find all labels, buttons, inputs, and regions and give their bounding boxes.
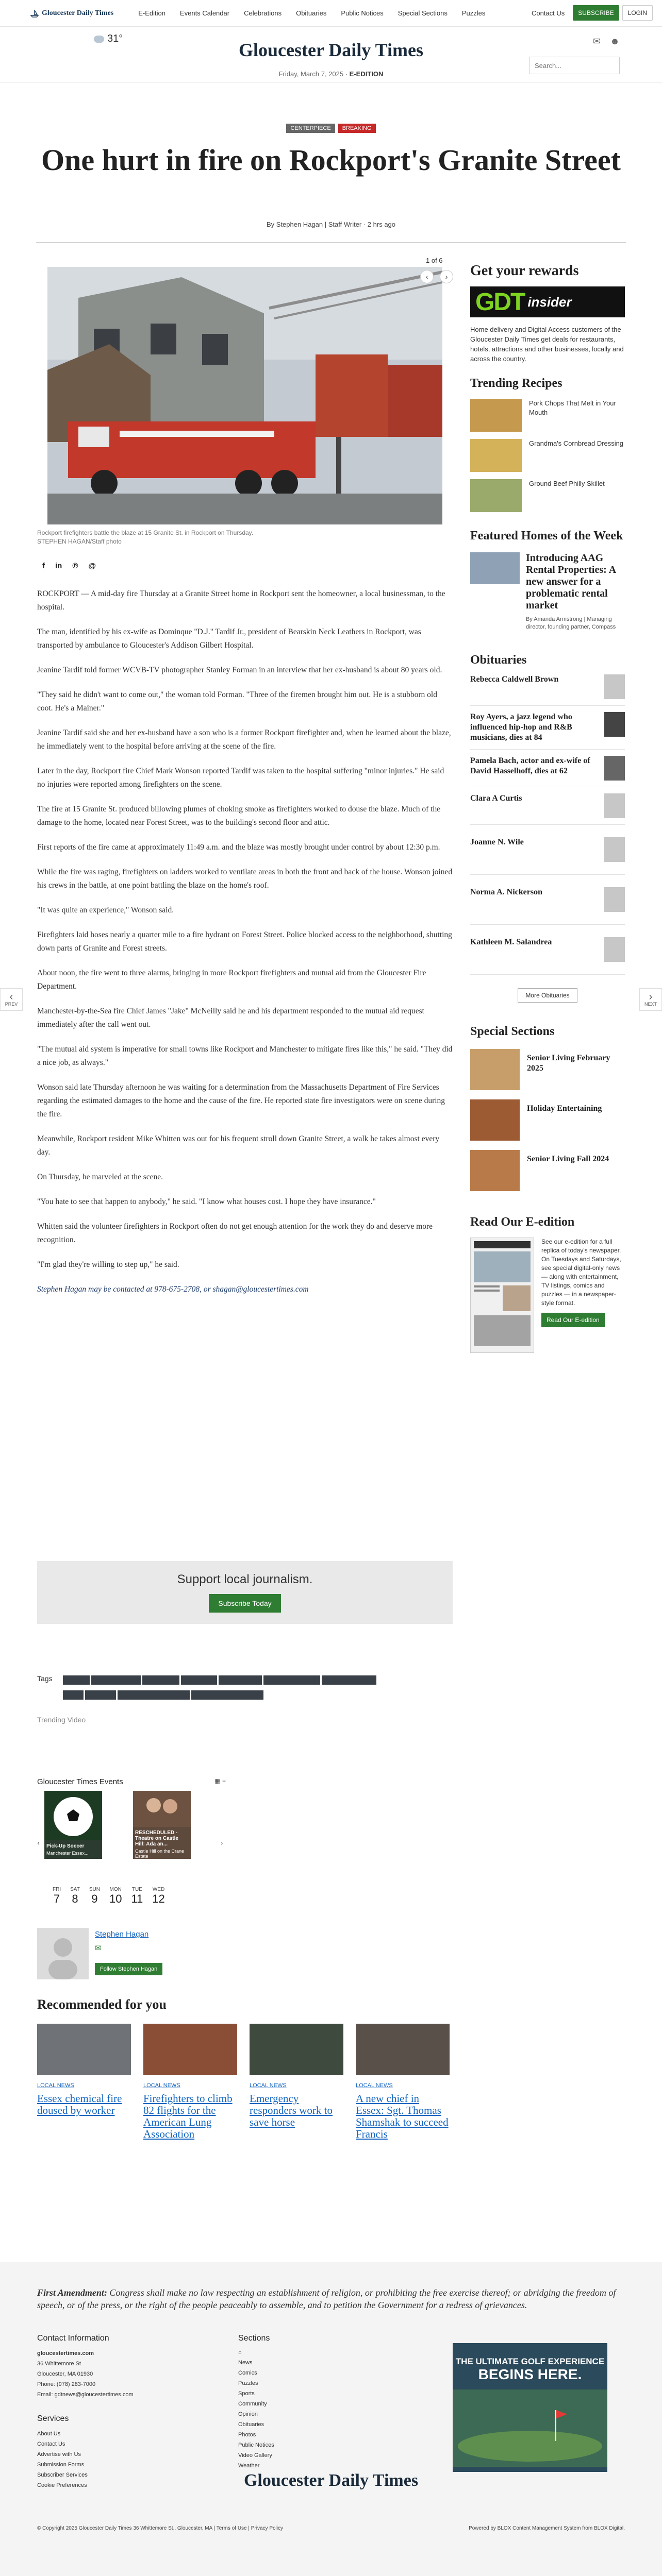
article-paragraph: Jeanine Tardif told former WCVB-TV photographer Stanley Forman in an interview that her ex-husband is about 80 years old. xyxy=(37,666,442,674)
search-input[interactable] xyxy=(529,57,620,74)
homes-image[interactable] xyxy=(470,552,520,584)
event-card-venue: Castle Hill on the Crane Estate xyxy=(135,1849,185,1859)
gallery-next-button[interactable]: › xyxy=(440,270,453,283)
obituary-photo[interactable] xyxy=(604,793,625,818)
event-card[interactable] xyxy=(44,1791,102,1859)
footer-section-link[interactable]: Public Notices xyxy=(238,2442,274,2448)
add-event-icon[interactable]: + xyxy=(222,1777,226,1785)
email-icon[interactable]: ✉ xyxy=(592,36,601,46)
nav-link-celebrations[interactable]: Celebrations xyxy=(244,9,282,17)
footer-section-link[interactable]: News xyxy=(238,2360,253,2366)
tag[interactable] xyxy=(63,1675,90,1685)
obituary-item[interactable] xyxy=(470,875,625,925)
recommended-image[interactable] xyxy=(143,2024,237,2075)
article-title: One hurt in fire on Rockport's Granite Street xyxy=(41,143,621,177)
nav-link-e-edition[interactable]: E-Edition xyxy=(138,9,166,17)
obituary-item[interactable] xyxy=(470,825,625,875)
tag[interactable] xyxy=(219,1675,262,1685)
tag[interactable] xyxy=(85,1690,116,1700)
article-photo[interactable] xyxy=(47,267,442,524)
newspaper-cover-icon xyxy=(471,1238,534,1352)
obituary-item[interactable] xyxy=(470,750,625,787)
recommended-card[interactable] xyxy=(250,2024,343,2140)
footer-service-link[interactable]: Contact Us xyxy=(37,2441,65,2447)
gallery-arrows xyxy=(420,270,453,283)
day-number: 8 xyxy=(72,1892,78,1905)
eedition-promo xyxy=(470,1238,625,1353)
recipe-item[interactable] xyxy=(470,479,625,512)
day-number: 7 xyxy=(53,1892,60,1905)
recipe-item[interactable] xyxy=(470,399,625,432)
event-card-venue: Manchester Essex... xyxy=(46,1851,89,1856)
tag[interactable] xyxy=(91,1675,141,1685)
article-paragraph: About noon, the fire went to three alarms, bringing in more Rockport firefighters and mutual aid from the Gloucester Fire Department. xyxy=(37,969,426,991)
day-name: MON xyxy=(109,1887,122,1892)
footer-email[interactable]: Email: gdtnews@gloucestertimes.com xyxy=(37,2392,134,2398)
homes-byline: By Amanda Armstrong | Managing director, founding partner, Compass xyxy=(526,616,616,630)
author-name-link[interactable]: Stephen Hagan xyxy=(95,1930,149,1939)
recommended-section[interactable]: LOCAL NEWS xyxy=(143,2082,180,2089)
caption-text: Rockport firefighters battle the blaze at 15 Granite St. in Rockport on Thursday. xyxy=(37,529,254,536)
events-day-strip xyxy=(53,1887,165,1906)
footer-section-link[interactable]: Obituaries xyxy=(238,2421,264,2428)
first-amendment xyxy=(37,2286,625,2311)
insider-logo-gdt: GDT xyxy=(475,288,525,316)
obituaries-title: Obituaries xyxy=(470,653,527,667)
special-section-title[interactable]: Senior Living Fall 2024 xyxy=(527,1155,609,1163)
obituary-photo[interactable] xyxy=(604,712,625,737)
nav-link-special-sections[interactable]: Special Sections xyxy=(398,9,448,17)
tags-section xyxy=(37,1674,453,1705)
day-name: SAT xyxy=(70,1887,80,1892)
eedition-text: See our e-edition for a full replica of today's newspaper. On Tuesdays and Saturdays, see special digital-only news — along with entertainment, TV listings, comics and puzzles — in a newspaper-style format. xyxy=(541,1238,621,1307)
email-share-icon[interactable]: @ xyxy=(88,562,96,570)
footer-section-link[interactable]: Puzzles xyxy=(238,2380,258,2386)
footer-section-link[interactable]: Weather xyxy=(238,2463,260,2469)
events-next-icon[interactable]: › xyxy=(221,1839,223,1847)
footer xyxy=(0,2262,662,2576)
nav-right xyxy=(526,5,653,21)
support-box xyxy=(37,1561,453,1624)
footer-section-link[interactable]: Sports xyxy=(238,2391,255,2397)
linkedin-icon[interactable]: in xyxy=(55,562,62,570)
special-section-image[interactable] xyxy=(470,1150,520,1191)
tag[interactable] xyxy=(191,1690,263,1700)
obituary-name[interactable]: Pamela Bach, actor and ex-wife of David Hasselhoff, dies at 62 xyxy=(470,756,590,775)
recommended-image[interactable] xyxy=(37,2024,131,2075)
day-name: FRI xyxy=(53,1887,61,1892)
day-name: WED xyxy=(152,1887,165,1892)
obituary-name[interactable]: Norma A. Nickerson xyxy=(470,888,542,896)
recommended-section[interactable]: LOCAL NEWS xyxy=(250,2082,287,2089)
recipe-image[interactable] xyxy=(470,439,522,472)
gallery-counter: 1 of 6 xyxy=(426,257,443,264)
events-widget xyxy=(37,1777,228,1917)
author-avatar xyxy=(37,1928,89,1979)
footer-contact-lines xyxy=(37,2348,166,2400)
next-article-button[interactable] xyxy=(639,988,662,1011)
nav-link-obituaries[interactable]: Obituaries xyxy=(296,9,327,17)
event-day[interactable] xyxy=(152,1887,164,1906)
tag-list xyxy=(63,1675,453,1705)
avatar-placeholder-icon xyxy=(37,1928,89,1979)
site-header xyxy=(0,27,662,82)
article-paragraph: "The mutual aid system is imperative for small towns like Rockport and Manchester to mitigate fires like this," he said. "They did a nice job, as always." xyxy=(37,1045,453,1067)
event-card-title: RESCHEDULED - Theatre on Castle Hill: Ada an... xyxy=(135,1830,178,1847)
login-button[interactable]: LOGIN xyxy=(622,5,653,21)
article-paragraph: "They said he didn't want to come out," the woman told Forman. "Three of the firemen brought him out. He is a stubborn old coot. He's a Mainer." xyxy=(37,690,437,713)
article-paragraph: Firefighters laid hoses nearly a quarter mile to a fire hydrant on Forest Street. Police blocked access to the neighborhood, shutting down parts of Granite and Forest streets. xyxy=(37,930,452,953)
article-paragraph: Whitten said the volunteer firefighters in Rockport often do not get enough attention for the work they do and deserve more recognition. xyxy=(37,1222,433,1244)
special-section-item[interactable] xyxy=(470,1150,625,1191)
obituary-name[interactable]: Roy Ayers, a jazz legend who influenced hip-hop and R&B musicians, dies at 84 xyxy=(470,713,572,742)
author-contact-line[interactable]: Stephen Hagan may be contacted at 978-675-2708, or shagan@gloucestertimes.com xyxy=(37,1285,309,1294)
ad-subheadline: BEGINS HERE. xyxy=(478,2366,582,2382)
recipes-title: Trending Recipes xyxy=(470,377,562,390)
recommended-headline[interactable]: A new chief in Essex: Sgt. Thomas Shamshak to succeed Francis xyxy=(356,2092,449,2140)
footer-city: Gloucester, MA 01930 xyxy=(37,2371,93,2377)
footer-section-link[interactable]: Photos xyxy=(238,2432,256,2438)
photo-caption xyxy=(37,529,439,546)
copyright: © Copyright 2025 Gloucester Daily Times 36 Whittemore St., Gloucester, MA | Terms of Use | Privacy Policy xyxy=(37,2526,283,2531)
special-section-image[interactable] xyxy=(470,1049,520,1090)
footer-service-link[interactable]: Advertise with Us xyxy=(37,2451,81,2458)
top-nav xyxy=(0,0,662,27)
obituary-item[interactable] xyxy=(470,925,625,975)
prev-article-button[interactable] xyxy=(0,988,23,1011)
event-day[interactable] xyxy=(53,1887,61,1906)
soccer-ball-image xyxy=(44,1791,102,1840)
obituary-photo[interactable] xyxy=(604,887,625,912)
article-paragraph: "I'm glad they're willing to step up," he said. xyxy=(37,1260,179,1269)
event-card[interactable] xyxy=(133,1791,191,1859)
footer-contact xyxy=(37,2334,166,2400)
footer-service-link[interactable]: About Us xyxy=(37,2431,61,2437)
homes-title: Featured Homes of the Week xyxy=(470,529,623,543)
article-paragraph: Meanwhile, Rockport resident Mike Whitten was out for his frequent stroll down Granite Street, a walk he takes almost every day. xyxy=(37,1134,440,1157)
nav-link-public-notices[interactable]: Public Notices xyxy=(341,9,384,17)
read-eedition-button[interactable]: Read Our E-edition xyxy=(541,1313,605,1327)
recipe-title[interactable]: Ground Beef Philly Skillet xyxy=(529,480,605,487)
divider xyxy=(36,242,626,243)
event-card-title: Pick-Up Soccer xyxy=(46,1843,85,1849)
fire-scene-image xyxy=(47,267,442,524)
badge-centerpiece[interactable]: CENTERPIECE xyxy=(286,124,335,133)
footer-ad-golf[interactable] xyxy=(453,2343,607,2472)
e-edition-link[interactable]: E-EDITION xyxy=(349,70,384,78)
home-icon[interactable]: ⌂ xyxy=(238,2349,242,2355)
header-icons xyxy=(593,36,620,47)
event-day[interactable] xyxy=(89,1887,100,1906)
insider-logo-word: insider xyxy=(527,294,572,310)
obituary-name[interactable]: Clara A Curtis xyxy=(470,794,522,803)
author-card xyxy=(37,1928,453,1986)
nav-link-puzzles[interactable]: Puzzles xyxy=(461,9,486,17)
recommended-section[interactable]: LOCAL NEWS xyxy=(37,2082,74,2089)
article-paragraph: Jeanine Tardif said she and her ex-husband have a son who is a former Rockport firefighter and, when he learned about the blaze, he immediately went to the hospital before arriving at the scene of the fire. xyxy=(37,728,451,751)
special-section-item[interactable] xyxy=(470,1099,625,1141)
footer-services-title: Services xyxy=(37,2414,69,2423)
tag[interactable] xyxy=(322,1675,376,1685)
day-number: 10 xyxy=(109,1892,122,1905)
temperature: 31° xyxy=(107,33,123,44)
eedition-cover-image[interactable] xyxy=(470,1238,534,1353)
gallery-prev-button[interactable]: ‹ xyxy=(420,270,434,283)
article-paragraph: Wonson said late Thursday afternoon he was waiting for a determination from the Massachusetts Department of Fire Services regarding the estimated damages to the home and the cause of the fire. He reported state fire investigators were on scene during the fire. xyxy=(37,1083,445,1118)
recommended-headline[interactable]: Firefighters to climb 82 flights for the American Lung Association xyxy=(143,2092,233,2140)
recommended-card[interactable] xyxy=(143,2024,237,2140)
masthead-logo[interactable]: Gloucester Daily Times xyxy=(239,40,423,60)
pinterest-icon[interactable]: ℗ xyxy=(72,562,78,570)
article-body xyxy=(37,587,453,1308)
golf-course-image xyxy=(453,2389,607,2467)
recommended-card[interactable] xyxy=(356,2024,450,2140)
article-paragraph: Manchester-by-the-Sea fire Chief James "Jake" McNeilly said he and his department responded to the mutual aid request immediately after the call went out. xyxy=(37,1007,424,1029)
footer-address: 36 Whittemore St xyxy=(37,2361,81,2367)
obituary-photo[interactable] xyxy=(604,674,625,699)
obituary-photo[interactable] xyxy=(604,837,625,862)
recommended-card[interactable] xyxy=(37,2024,131,2140)
obituary-name[interactable]: Joanne N. Wile xyxy=(470,838,524,846)
obituary-name[interactable]: Rebecca Caldwell Brown xyxy=(470,675,559,684)
event-day[interactable] xyxy=(70,1887,80,1906)
event-day[interactable] xyxy=(109,1887,122,1906)
subscribe-button[interactable]: SUBSCRIBE xyxy=(573,5,619,21)
rewards-title: Get your rewards xyxy=(470,263,579,279)
recipe-item[interactable] xyxy=(470,439,625,472)
author-email-icon[interactable]: ✉ xyxy=(95,1944,102,1953)
tag[interactable] xyxy=(181,1675,217,1685)
chevron-left-icon: ‹ xyxy=(9,991,13,1003)
article-paragraph: First reports of the fire came at approximately 11:49 a.m. and the blaze was mostly brought under control by about 12:30 p.m. xyxy=(37,843,440,852)
photo-credit: STEPHEN HAGAN/Staff photo xyxy=(37,538,122,545)
article-paragraph: The man, identified by his ex-wife as Dominque "D.J." Tardif Jr., president of Bearskin Neck Leathers in Rockport, was transported by ambulance to Gloucester's Addison Gilbert Hospital. xyxy=(37,628,421,650)
footer-logo[interactable]: Gloucester Daily Times xyxy=(243,2471,419,2490)
obituary-item[interactable] xyxy=(470,668,625,706)
byline: By Stephen Hagan | Staff Writer · 2 hrs ago xyxy=(266,221,396,228)
date-bar: Friday, March 7, 2025 · E-EDITION xyxy=(278,70,384,78)
prev-label: PREV xyxy=(5,1002,18,1007)
first-amendment-label: First Amendment: xyxy=(37,2287,107,2298)
tag[interactable] xyxy=(263,1675,320,1685)
recipe-title[interactable]: Pork Chops That Melt in Your Mouth xyxy=(529,399,616,416)
special-section-title[interactable]: Senior Living February 2025 xyxy=(527,1054,610,1073)
gdt-insider-logo[interactable] xyxy=(470,286,625,317)
footer-service-link[interactable]: Subscriber Services xyxy=(37,2472,88,2478)
tag[interactable] xyxy=(63,1690,84,1700)
theatre-image xyxy=(133,1791,191,1827)
homes-item[interactable] xyxy=(470,552,625,631)
special-section-title[interactable]: Holiday Entertaining xyxy=(527,1104,602,1113)
tag[interactable] xyxy=(142,1675,179,1685)
footer-service-link[interactable]: Submission Forms xyxy=(37,2462,85,2468)
footer-sections xyxy=(238,2334,341,2471)
article-paragraph: The fire at 15 Granite St. produced billowing plumes of choking smoke as firefighters worked to douse the blaze. Much of the damage to the home, located near Forest Street, was to the building's second floor and attic. xyxy=(37,805,441,827)
footer-section-link[interactable]: Video Gallery xyxy=(238,2452,272,2459)
nav-logo-text: Gloucester Daily Times xyxy=(42,9,114,17)
article-paragraph: Later in the day, Rockport fire Chief Mark Wonson reported Tardif was taken to the hospital suffering "minor injuries." He said no injuries were reported among firefighters on the scene. xyxy=(37,767,444,789)
article-paragraph: "It was quite an experience," Wonson said. xyxy=(37,906,174,914)
trending-video-label: Trending Video xyxy=(37,1716,86,1724)
recipe-image[interactable] xyxy=(470,399,522,432)
article-paragraph: On Thursday, he marveled at the scene. xyxy=(37,1173,163,1181)
footer-section-link[interactable]: Community xyxy=(238,2401,267,2407)
footer-section-link[interactable]: Comics xyxy=(238,2370,257,2376)
obituary-item[interactable] xyxy=(470,787,625,825)
footer-section-link[interactable]: Opinion xyxy=(238,2411,258,2417)
rewards-text: Home delivery and Digital Access customers of the Gloucester Daily Times get deals for restaurants, hotels, attractions and other businesses, locally and across the country. xyxy=(470,326,624,363)
day-name: TUE xyxy=(131,1887,142,1892)
current-date: Friday, March 7, 2025 xyxy=(278,70,344,78)
powered-by[interactable]: Powered by BLOX Content Management System from BLOX Digital. xyxy=(469,2526,625,2531)
recommended-image[interactable] xyxy=(356,2024,450,2075)
article-paragraph: ROCKPORT — A mid-day fire Thursday at a Granite Street home in Rockport sent the homeowner, a local businessman, to the hospital. xyxy=(37,589,445,612)
obituary-photo[interactable] xyxy=(604,756,625,781)
footer-contact-title: Contact Information xyxy=(37,2334,109,2343)
follow-author-button[interactable]: Follow Stephen Hagan xyxy=(95,1963,162,1975)
more-obituaries-button[interactable]: More Obituaries xyxy=(518,988,577,1003)
nav-logo[interactable] xyxy=(30,9,113,18)
recommended-image[interactable] xyxy=(250,2024,343,2075)
events-prev-icon[interactable]: ‹ xyxy=(37,1839,40,1847)
day-number: 9 xyxy=(91,1892,98,1905)
special-section-item[interactable] xyxy=(470,1049,625,1090)
sidebar xyxy=(470,263,625,1353)
logo-ship-icon xyxy=(30,9,39,18)
article-badges xyxy=(0,124,662,133)
footer-service-link[interactable]: Cookie Preferences xyxy=(37,2482,87,2488)
recommended-section[interactable]: LOCAL NEWS xyxy=(356,2082,393,2089)
event-day[interactable] xyxy=(131,1887,143,1906)
first-amendment-text: Congress shall make no law respecting an establishment of religion, or prohibiting the free exercise thereof; or abridging the freedom of speech, or of the press, or the right of the people peaceably to assemble, and to petition the Government for a redress of grievances. xyxy=(37,2287,616,2310)
account-icon[interactable]: ☻ xyxy=(610,36,620,46)
share-bar xyxy=(42,562,96,570)
special-sections-title: Special Sections xyxy=(470,1025,555,1038)
day-name: SUN xyxy=(89,1887,100,1892)
footer-site[interactable]: gloucestertimes.com xyxy=(37,2350,94,2357)
facebook-icon[interactable]: f xyxy=(42,562,45,570)
recommended-headline[interactable]: Essex chemical fire doused by worker xyxy=(37,2092,122,2116)
nav-link-events[interactable]: Events Calendar xyxy=(179,9,230,17)
eedition-title: Read Our E-edition xyxy=(470,1215,575,1229)
ad-headline: THE ULTIMATE GOLF EXPERIENCE xyxy=(455,2357,605,2366)
footer-sections-title: Sections xyxy=(238,2334,270,2343)
obituary-name[interactable]: Kathleen M. Salandrea xyxy=(470,938,552,946)
footer-bottom xyxy=(37,2526,625,2531)
tags-label: Tags xyxy=(37,1674,53,1683)
homes-headline[interactable]: Introducing AAG Rental Properties: A new answer for a problematic rental market xyxy=(526,552,616,611)
badge-breaking[interactable]: BREAKING xyxy=(338,124,376,133)
events-controls xyxy=(214,1777,226,1785)
support-title: Support local journalism. xyxy=(177,1572,313,1586)
obituary-photo[interactable] xyxy=(604,937,625,962)
next-label: NEXT xyxy=(644,1002,657,1007)
day-number: 12 xyxy=(152,1892,165,1905)
events-title[interactable]: Gloucester Times Events xyxy=(37,1777,123,1786)
special-section-image[interactable] xyxy=(470,1099,520,1141)
chevron-right-icon: › xyxy=(649,991,653,1003)
contact-us-link[interactable]: Contact Us xyxy=(531,9,565,17)
article-paragraph: While the fire was raging, firefighters on ladders worked to ventilate areas in both the front and back of the house. Wonson joined his crews in the battle, at one point battling the blaze on the home's roof. xyxy=(37,868,453,890)
nav-links xyxy=(131,0,492,27)
recipe-image[interactable] xyxy=(470,479,522,512)
day-number: 11 xyxy=(131,1892,143,1905)
tag[interactable] xyxy=(118,1690,190,1700)
recommended-title: Recommended for you xyxy=(37,1997,167,2012)
obituary-item[interactable] xyxy=(470,706,625,750)
recipe-title[interactable]: Grandma's Cornbread Dressing xyxy=(529,439,624,447)
recommended-headline[interactable]: Emergency responders work to save horse xyxy=(250,2092,333,2128)
calendar-icon[interactable]: ▦ xyxy=(214,1777,221,1785)
recommended-list xyxy=(37,2024,453,2140)
subscribe-today-button[interactable]: Subscribe Today xyxy=(209,1594,280,1613)
article-paragraph: "You hate to see that happen to anybody," he said. "I know what houses cost. I hope they have insurance." xyxy=(37,1197,376,1206)
footer-phone: Phone: (978) 283-7000 xyxy=(37,2381,96,2387)
